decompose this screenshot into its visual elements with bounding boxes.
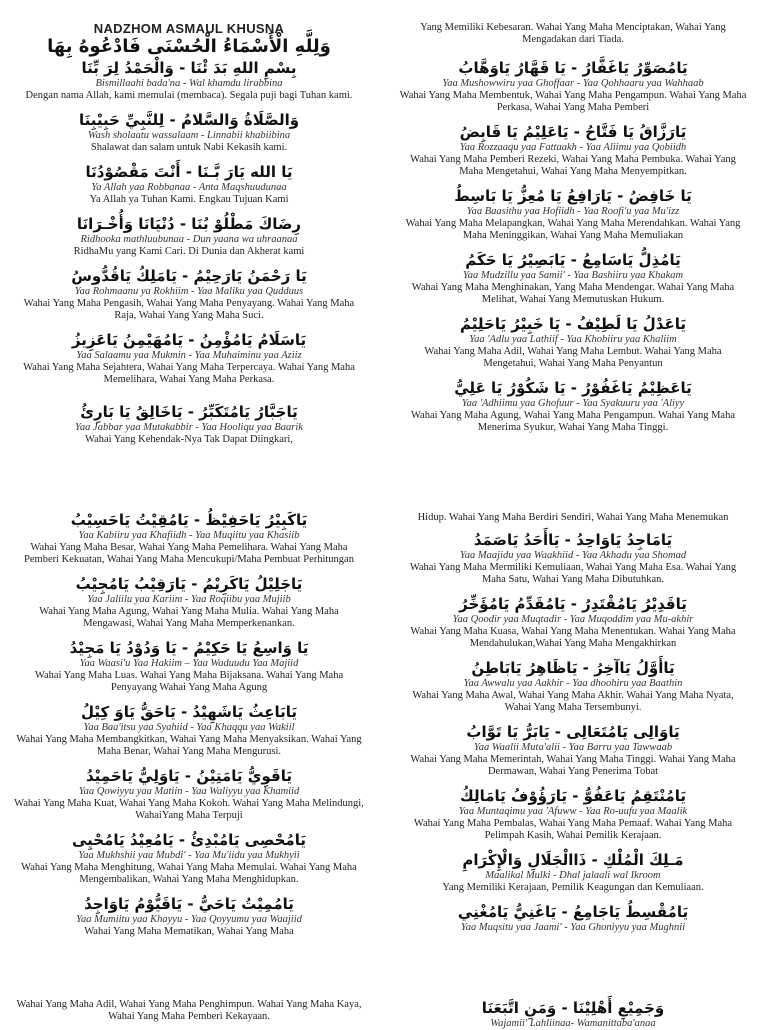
entry-meaning: Wahai Yang Maha Melapangkan, Wahai Yang Maha Merendahkan. Wahai Yang Maha Meninggikan, Wahai Yang Maha Memuliakan xyxy=(405,218,741,241)
entry xyxy=(14,510,364,566)
entry xyxy=(14,894,364,938)
entry xyxy=(398,594,748,650)
entry-arabic: يَامَاجِدُ يَاوَاحِدُ - يَاأَحَدُ يَاصَمَدُ xyxy=(473,531,673,549)
entry xyxy=(14,702,364,758)
entry-meaning: Wahai Yang Maha Kuat, Wahai Yang Maha Kokoh. Wahai Yang Maha Melindungi, WahaiYang Maha Terpuji xyxy=(14,798,364,821)
entry-meaning: Wahai Yang Maha Mermiliki Kemuliaan, Wahai Yang Maha Esa. Wahai Yang Maha Satu, Wahai Yang Maha Dibutuhkan. xyxy=(409,562,737,585)
entry-meaning: Wahai Yang Maha Agung, Wahai Yang Maha Pengampun. Wahai Yang Maha Menerima Syukur, Wahai Yang Maha Tinggi. xyxy=(410,410,735,433)
entry xyxy=(398,122,748,178)
entry-translit: Yaa 'Adlu yaa Lathiif - Yaa Khobiiru yaa Khaliim xyxy=(469,334,677,345)
entry-arabic: يَاجَبَّارُ يَامُتَكَبِّرُ - يَاخَالِقُ يَا بَارِئُ xyxy=(80,403,298,421)
entry-translit: Yaa Jabbar yaa Mutakabbir - Yaa Hooliqu yaa Baarik xyxy=(75,422,303,433)
entry-meaning: Wahai Yang Maha Memerintah, Wahai Yang Maha Tinggi. Wahai Yang Maha Dermawan, Wahai Yang Penerima Tobat xyxy=(410,754,736,777)
entry-arabic: يَا خَافِضُ - يَارَافِعُ يَا مُعِزُّ يَا بَاسِطُ xyxy=(454,187,692,205)
section-3 xyxy=(14,510,364,938)
entry-meaning: Wahai Yang Maha Adil, Wahai Yang Maha Lembut. Wahai Yang Maha Mengetahui, Wahai Yang Maha Penyantun xyxy=(424,346,722,369)
entry xyxy=(398,902,748,934)
entry-arabic: يَامُذِلُّ يَاسَامِعُ - يَابَصِيْرُ يَا حَكَمُ xyxy=(465,251,681,269)
entry-arabic: مَـلِكَ الْمُلْكِ - ذَاالْجَلَالِ وَالْإِكْرَامِ xyxy=(462,851,684,869)
entry-arabic: يَابَاعِثُ يَاشَهِيْدُ - يَاحَقُّ يَاوَ كِيْلُ xyxy=(80,703,298,721)
entry-arabic: يَامُحْصِى يَامُبْدِئُ - يَامُعِيْدُ يَامُحْيِى xyxy=(72,831,306,849)
entry-translit: Wajamii' Lahliinaa- Wamanittaba'anaa xyxy=(490,1018,656,1029)
entry-meaning: Wahai Yang Maha Besar, Wahai Yang Maha Pemelihara. Wahai Yang Maha Pemberi Kekuatan, Wahai Yang Maha Mencukupi/Maha Pembuat Perhitungan xyxy=(24,542,354,565)
entry-translit: Yaa Qoodir yaa Muqtadir - Yaa Muqoddim yaa Mu-akhir xyxy=(452,614,694,625)
entry-translit: Ridhooka mathluubunaa - Dun yaana wa uhraanaa xyxy=(80,234,298,245)
entry xyxy=(14,766,364,822)
entry-arabic: يَامُمِيْتُ يَاحَيُّ - يَاقَيُّوْمُ يَاوَاجِدُ xyxy=(84,895,294,913)
entry xyxy=(398,722,748,778)
entry-meaning: Wahai Yang Maha Agung, Wahai Yang Maha Mulia. Wahai Yang Maha Mengawasi, Wahai Yang Maha Memperkenankan. xyxy=(39,606,339,629)
entry-meaning: Dengan nama Allah, kami memulai (membaca). Segala puji bagi Tuhan kami. xyxy=(25,90,353,101)
entry-translit: Yaa Qowiyyu yaa Matiin - Yaa Waliyyu yaa Khamiid xyxy=(78,786,300,797)
section-1 xyxy=(14,22,364,446)
entry xyxy=(398,250,748,306)
entry-translit: Yaa Jaliilu yaa Kariim - Yaa Roqiibu yaa Mujiib xyxy=(87,594,291,605)
entry-translit: Maalikal Mulki - Dhal jalaali wal Ikroom xyxy=(485,870,661,881)
entry xyxy=(14,162,364,206)
entry-translit: Yaa Rohmaanu ya Rokhiim - Yaa Maliku yaa Qudduus xyxy=(74,286,304,297)
entry-arabic: يَاأَوَّلُ يَاآخِرُ - يَاظَاهِرُ يَابَاطِنُ xyxy=(471,659,675,677)
entry-translit: Bismillaahi bada'na - Wal khamdu lirabbina xyxy=(95,78,283,89)
entry-arabic: وَالصَّلَاةُ وَالسَّلامُ - لِلنَّبِيِّ حَبِيْبِنَا xyxy=(78,111,300,129)
entry-translit: Yaa Mukhshii yaa Mubdi' - Yaa Mu'iidu yaa Mukhyii xyxy=(78,850,300,861)
entry-translit: Yaa Mumiitu yaa Khayyu - Yaa Qoyyumu yaa Waajiid xyxy=(76,914,302,925)
entry-translit: Ya Allah yaa Robbanaa - Anta Maqshuudunaa xyxy=(91,182,287,193)
entry-arabic: يَامُصَوِّرُ يَاغَفَّارُ - يَا قَهَّارُ يَاوَهَّابُ xyxy=(458,59,688,77)
entry-meaning: Wahai Yang Maha Kuasa, Wahai Yang Maha Menentukan. Wahai Yang Maha Mendahulukan,Wahai Yang Maha Mengakhirkan xyxy=(410,626,736,649)
entry xyxy=(398,58,748,114)
entry-arabic: يَاقَدِيْرُ يَامُقْتَدِرُ - يَامُقَدِّمُ يَامُؤَخِّرُ xyxy=(459,595,687,613)
entry xyxy=(14,214,364,258)
entry-meaning: Wahai Yang Maha Pengasih, Wahai Yang Maha Penyayang. Wahai Yang Maha Raja, Wahai Yang Yang Maha Suci. xyxy=(23,298,355,321)
entry-meaning: Wahai Yang Maha Menghitung, Wahai Yang Maha Memulai. Wahai Yang Maha Mengembalikan, Wahai Yang Maha Menghidupkan. xyxy=(21,862,357,885)
entry-meaning: Wahai Yang Maha Sejahtera, Wahai Yang Maha Terpercaya. Wahai Yang Maha Memelihara, Wahai Yang Maha Perkasa. xyxy=(23,362,355,385)
entry-meaning: Wahai Yang Maha Awal, Wahai Yang Maha Akhir. Wahai Yang Maha Nyata, Wahai Yang Maha Tersembunyi. xyxy=(412,690,734,713)
entry xyxy=(398,530,748,586)
entry-meaning: Wahai Yang Maha Menghinakan, Yang Maha Mendengar. Wahai Yang Maha Melihat, Wahai Yang Memutuskan Hukum. xyxy=(411,282,735,305)
entry xyxy=(14,330,364,386)
entry xyxy=(398,186,748,242)
entry-translit: Yaa Baa'itsu yaa Syahiid - Yaa Khaqqu yaa Wakiil xyxy=(83,722,295,733)
entry xyxy=(14,402,364,446)
section-2 xyxy=(398,22,748,434)
entry-arabic: يَاعَدْلُ يَا لَطِيْفُ - يَا خَبِيْرُ يَاحَلِيْمُ xyxy=(460,315,686,333)
title-arabic: وَلِلَّهِ الْأَسْمَاءُ الْحُسْنَى فَادْعُوهُ بِهَا xyxy=(47,36,331,57)
entry xyxy=(14,110,364,154)
section-5 xyxy=(14,999,364,1023)
entry xyxy=(398,658,748,714)
lead-text: Hidup. Wahai Yang Maha Berdiri Sendiri, Wahai Yang Maha Menemukan xyxy=(417,512,729,523)
entry-meaning: Wahai Yang Maha Luas. Wahai Yang Maha Bijaksana. Wahai Yang Maha Penyayang Wahai Yang Maha Agung xyxy=(34,670,344,693)
entry-meaning: Ya Allah ya Tuhan Kami. Engkau Tujuan Kami xyxy=(89,194,289,205)
entry-meaning: Shalawat dan salam untuk Nabi Kekasih kami. xyxy=(90,142,288,153)
entry-meaning: Yang Memiliki Kerajaan, Pemilik Keagungan dan Kemuliaan. xyxy=(442,882,704,893)
entry-meaning: Wahai Yang Kehendak-Nya Tak Dapat Diingkari, xyxy=(85,434,293,445)
entry-arabic: يَا وَاسِعُ يَا حَكِيْمُ - يَا وَدُوْدُ يَا مَجِيْدُ xyxy=(69,639,309,657)
entry-arabic: يَاعَظِيْمُ يَاغَفُوْرُ - يَا شَكُوْرُ يَا عَلِيُّ xyxy=(454,379,692,397)
entry-translit: Yaa Mushowwiru yaa Ghoffaar - Yaa Qohhaaru yaa Wahhaab xyxy=(442,78,704,89)
entry-translit: Wash sholaatu wassalaam - Linnabii khabiibina xyxy=(87,130,291,141)
entry-arabic: يَاجَلِيْلُ يَاكَرِيْمُ - يَارَقِيْبُ يَامُجِيْبُ xyxy=(75,575,303,593)
entry-meaning: Wahai Yang Maha Membentuk, Wahai Yang Maha Pengampun. Wahai Yang Maha Perkasa, Wahai Yang Maha Pemberi xyxy=(399,90,747,113)
entry xyxy=(14,266,364,322)
entry-translit: Yaa Awwalu yaa Aakhir - Yaa dhoohiru yaa Baathin xyxy=(463,678,683,689)
entry-translit: Yaa Salaamu yaa Mukmin - Yaa Muhaiminu yaa Aziiz xyxy=(76,350,302,361)
entry-arabic: يَاسَلَامُ يَامُؤْمِنُ - يَامُهَيْمِنُ يَاعَزِيزُ xyxy=(71,331,307,349)
lead-text: Yang Memiliki Kebesaran. Wahai Yang Maha Menciptakan, Wahai Yang Mengadakan dari Tiada. xyxy=(420,22,726,45)
entry-meaning: Wahai Yang Maha Membangkitkan, Wahai Yang Maha Menyaksikan. Wahai Yang Maha Benar, Wahai Yang Maha Mengurusi. xyxy=(16,734,362,757)
entry-meaning: Wahai Yang Maha Pemberi Rezeki, Wahai Yang Maha Pembuka. Wahai Yang Maha Mengetahui, Wahai Yang Maha Menyempitkan. xyxy=(410,154,736,177)
entry-translit: Yaa 'Adhiimu yaa Ghofuur - Yaa Syakuuru yaa 'Aliyy xyxy=(461,398,685,409)
entry xyxy=(14,830,364,886)
entry-meaning: RidhaMu yang Kami Cari. Di Dunia dan Akherat kami xyxy=(73,246,305,257)
entry-arabic: يَاوَالِى يَامُتَعَالِى - يَابَرُّ يَا تَوَّابُ xyxy=(466,723,680,741)
entry-meaning: Wahai Yang Maha Pembalas, Wahai Yang Maha Pemaaf. Wahai Yang Maha Pelimpah Kasih, Wahai Pemilik Kerajaan. xyxy=(413,818,733,841)
entry-arabic: بِسْمِ اللهِ بَدَ ئْنَا - وَالْحَمْدُ لِرَ بِّنَا xyxy=(81,59,297,77)
entry xyxy=(14,58,364,102)
entry xyxy=(398,998,748,1030)
entry-translit: Yaa Muntaqimu yaa 'Afuww - Yaa Ro-uufu yaa Maalik xyxy=(458,806,688,817)
section-6 xyxy=(398,998,748,1030)
entry-meaning: Wahai Yang Maha Mematikan, Wahai Yang Maha xyxy=(84,926,294,937)
entry-translit: Yaa Baasithu yaa Hofiidh - Yaa Roofi'u yaa Mu'izz xyxy=(466,206,680,217)
entry-translit: Yaa Mudzillu yaa Samii' - Yaa Bashiiru yaa Khakam xyxy=(462,270,684,281)
entry-arabic: يَاكَبِيْرُ يَاحَفِيْظُ - يَامُقِيْتُ يَاحَسِيْبُ xyxy=(70,511,308,529)
entry-translit: Yaa Kabiiru yaa Khafiidh - Yaa Muqiitu yaa Khasiib xyxy=(78,530,300,541)
entry-translit: Yaa Muqsitu yaa Jaami' - Yaa Ghoniyyu yaa Mughnii xyxy=(460,922,686,933)
entry-translit: Yaa Waalii Muta'alii - Yaa Barru yaa Tawwaab xyxy=(473,742,673,753)
entry-translit: Yaa Waasi'u Yaa Hakiim – Yaa Waduudu Yaa Majiid xyxy=(79,658,299,669)
entry xyxy=(398,786,748,842)
entry-arabic: يَاقَوِيُّ يَامَتِيْنُ - يَاوَلِيُّ يَاحَمِيْدُ xyxy=(86,767,292,785)
entry xyxy=(398,314,748,370)
page-title: NADZHOM ASMAUL KHUSNA xyxy=(93,21,285,36)
entry xyxy=(14,574,364,630)
entry xyxy=(14,638,364,694)
section-4 xyxy=(398,512,748,934)
lead-text: Wahai Yang Maha Adil, Wahai Yang Maha Penghimpun. Wahai Yang Maha Kaya, Wahai Yang Maha Pemberi Kekayaan. xyxy=(16,999,362,1022)
entry-arabic: وَجَمِيْعِ أَهْلِيْنَا - وَمَنِ اتَّبَعَنَا xyxy=(481,999,665,1017)
entry-arabic: يَا الله يَارَ بَّـنَا - أَنْتَ مَقْصُوْدُنَا xyxy=(85,163,293,181)
entry-arabic: يَارَزَّاقُ يَا فَتَّاحُ - يَاعَلِيْمُ يَا قَابِضُ xyxy=(459,123,687,141)
entry xyxy=(398,378,748,434)
entry-translit: Yaa Rozzaaqu yaa Fattaakh - Yaa Aliimu yaa Qobiidh xyxy=(459,142,687,153)
entry-arabic: رِضَاكَ مَطْلُوْ بُنَا - دُنْيَانَا وَأُخْـرَانَا xyxy=(76,215,302,233)
entry-arabic: يَامُنْتَقِمُ يَاعَفُوُّ - يَارَؤُوْفُ يَامَالِكُ xyxy=(460,787,686,805)
entry-translit: Yaa Maajidu yaa Waakhiid - Yaa Akhadu yaa Shomad xyxy=(459,550,687,561)
entry-arabic: يَا رَحْمَنُ يَارَحِيْمُ - يَامَلِكُ يَاقُدُّوسُ xyxy=(71,267,307,285)
entry xyxy=(398,850,748,894)
entry-arabic: يَامُقْسِطُ يَاجَامِعُ - يَاغَنِيُّ يَامُغْنِي xyxy=(457,903,689,921)
